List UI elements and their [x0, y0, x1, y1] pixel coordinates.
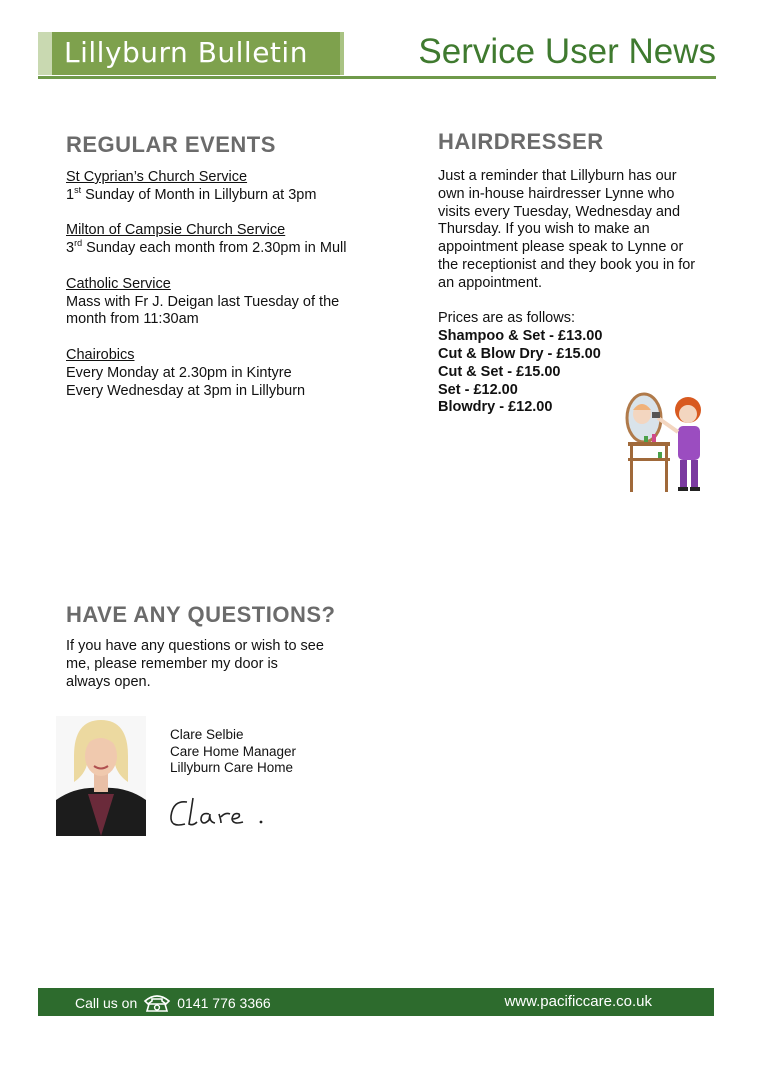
prices-intro: Prices are as follows:	[438, 310, 575, 327]
news-title: Service User News	[418, 32, 716, 71]
event-detail-line: Every Monday at 2.30pm in Kintyre	[66, 364, 292, 381]
event-item	[66, 276, 396, 329]
bulletin-title: Lillyburn Bulletin	[64, 36, 308, 69]
questions-line: me, please remember my door is	[66, 655, 278, 672]
event-detail: 3rd Sunday each month from 2.30pm in Mull	[66, 238, 347, 257]
hairdresser-illustration	[622, 388, 710, 496]
event-item	[66, 169, 396, 205]
questions-text	[66, 638, 366, 691]
handwritten-signature	[167, 790, 277, 834]
phone-number[interactable]: 0141 776 3366	[177, 995, 271, 1011]
hairdresser-intro-line: visits every Tuesday, Wednesday and	[438, 203, 681, 220]
telephone-icon	[143, 993, 171, 1013]
questions-line: If you have any questions or wish to see	[66, 638, 324, 654]
hairdresser-intro-line: appointment please speak to Lynne or	[438, 239, 684, 256]
price-item: Set - £12.00	[438, 381, 518, 398]
price-item: Cut & Blow Dry - £15.00	[438, 345, 601, 362]
event-name: Chairobics	[66, 346, 135, 363]
questions-line: always open.	[66, 673, 151, 690]
manager-role: Care Home Manager	[170, 743, 297, 759]
questions-heading: HAVE ANY QUESTIONS?	[66, 602, 336, 627]
event-detail-line: Mass with Fr J. Deigan last Tuesday of the	[66, 293, 340, 310]
regular-events-heading: REGULAR EVENTS	[66, 132, 276, 157]
call-label: Call us on	[75, 995, 138, 1011]
hairdresser-intro-line: the receptionist and they book you in for	[438, 256, 696, 273]
regular-events-list	[66, 169, 396, 418]
event-item	[66, 347, 396, 400]
footer-bar	[38, 988, 714, 1016]
event-detail-line: month from 11:30am	[66, 311, 199, 328]
hairdresser-intro-line: an appointment.	[438, 274, 542, 291]
event-name: Catholic Service	[66, 275, 171, 292]
bulletin-logo	[38, 32, 344, 75]
hairdresser-intro-line: own in-house hairdresser Lynne who	[438, 185, 675, 202]
event-item	[66, 222, 396, 258]
manager-home: Lillyburn Care Home	[170, 760, 294, 775]
event-name: St Cyprian’s Church Service	[66, 169, 248, 185]
hairdresser-heading: HAIRDRESSER	[438, 129, 604, 154]
hairdresser-text	[438, 168, 738, 417]
event-name: Milton of Campsie Church Service	[66, 222, 286, 239]
footer-call	[75, 993, 271, 1013]
manager-name: Clare Selbie	[170, 727, 244, 742]
hairdresser-intro-line: Thursday. If you wish to make an	[438, 221, 650, 238]
masthead	[38, 32, 716, 80]
manager-portrait	[56, 716, 146, 836]
event-detail-line: Every Wednesday at 3pm in Lillyburn	[66, 382, 306, 399]
website-link[interactable]: www.pacificcare.co.uk	[504, 993, 652, 1010]
masthead-divider	[38, 76, 716, 79]
price-item: Cut & Set - £15.00	[438, 363, 561, 380]
event-detail: 1st Sunday of Month in Lillyburn at 3pm	[66, 184, 317, 203]
hairdresser-intro-line: Just a reminder that Lillyburn has our	[438, 168, 677, 184]
price-item: Blowdry - £12.00	[438, 399, 553, 416]
price-item: Shampoo & Set - £13.00	[438, 328, 603, 345]
manager-signature-block	[170, 727, 296, 777]
